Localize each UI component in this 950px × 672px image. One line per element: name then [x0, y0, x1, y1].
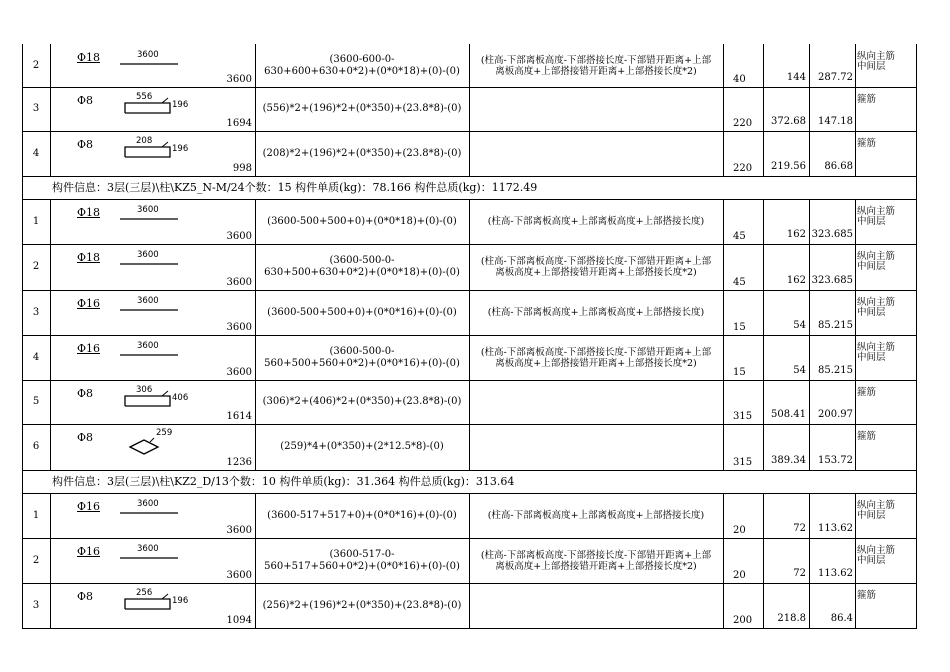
bar-count: 220	[733, 163, 753, 174]
grid-line	[916, 583, 917, 629]
bar-grade: Φ18	[77, 251, 101, 264]
row-number: 1	[32, 509, 40, 521]
bar-grade: Φ8	[77, 387, 94, 400]
total-weight: 86.68	[824, 161, 853, 172]
shape-dimension: 259	[156, 428, 173, 438]
calc-description: (柱高-下部离板高度+上部离板高度+上部搭接长度)	[487, 307, 705, 318]
calc-description: 离板高度+上部搭接错开距离+上部搭接长度*2)	[495, 357, 697, 369]
remark: 中间层	[857, 510, 886, 521]
grid-line	[855, 199, 856, 245]
calc-formula: (306)*2+(406)*2+(0*350)+(23.8*8)-(0)	[262, 396, 462, 407]
calc-formula: (3600-500+500+0)+(0*0*18)+(0)-(0)	[267, 215, 457, 227]
grid-line	[916, 44, 917, 88]
total-weight: 113.62	[818, 568, 853, 579]
calc-description: (柱高-下部离板高度-下部搭接长度-下部错开距离+上部	[480, 549, 712, 561]
total-length: 389.34	[771, 455, 806, 466]
row-number: 6	[32, 441, 40, 452]
shape-dimension: 556	[136, 92, 153, 102]
grid-line	[723, 335, 724, 381]
bar-grade: Φ16	[77, 342, 101, 355]
grid-line	[723, 583, 724, 629]
grid-line	[469, 380, 470, 425]
bar-count: 220	[733, 118, 753, 129]
grid-line	[855, 538, 856, 584]
grid-line	[855, 583, 856, 629]
bar-grade: Φ16	[77, 500, 101, 513]
grid-line	[916, 131, 917, 177]
calc-description: (柱高-下部离板高度+上部离板高度+上部搭接长度)	[487, 510, 705, 521]
calc-formula: (3600-517-0-	[329, 548, 395, 560]
remark: 纵向主筋	[857, 206, 896, 217]
grid-line	[916, 199, 917, 245]
remark: 纵向主筋	[857, 251, 896, 262]
bar-count: 20	[733, 525, 746, 536]
grid-line	[916, 335, 917, 381]
total-weight: 85.215	[818, 365, 853, 376]
shape-dimension: 256	[136, 588, 153, 598]
bar-count: 15	[733, 322, 746, 333]
remark: 纵向主筋	[857, 500, 896, 511]
total-length: 144	[786, 72, 806, 83]
bar-length: 1236	[226, 457, 252, 468]
grid-line	[916, 87, 917, 132]
component-info: 构件信息：3层(三层)\柱\KZ5_N-M/24个数：15 构件单质(kg)：78.166 构件总质(kg)：1172.49	[52, 180, 538, 194]
bar-grade: Φ18	[77, 51, 101, 64]
rebar-shape-sketch	[110, 428, 200, 458]
calc-formula: (3600-600-0-	[329, 53, 395, 65]
grid-line	[22, 470, 23, 494]
calc-formula: (3600-500-0-	[329, 345, 395, 357]
total-length: 219.56	[771, 161, 806, 172]
total-length: 218.8	[777, 613, 806, 624]
bar-grade: Φ8	[77, 138, 94, 151]
grid-line	[916, 424, 917, 471]
calc-description: 离板高度+上部搭接错开距离+上部搭接长度*2)	[495, 267, 697, 278]
grid-line	[916, 290, 917, 336]
calc-formula: (256)*2+(196)*2+(0*350)+(23.8*8)-(0)	[262, 599, 462, 611]
row-number: 2	[32, 59, 40, 71]
grid-line	[916, 538, 917, 584]
calc-description: 离板高度+上部搭接错开距离+上部搭接长度*2)	[495, 560, 697, 572]
calc-description: (柱高-下部离板高度-下部搭接长度-下部错开距离+上部	[480, 54, 712, 66]
remark: 箍筋	[857, 138, 877, 149]
bar-length: 3600	[226, 525, 252, 536]
remark: 中间层	[857, 307, 886, 318]
shape-dimension: 3600	[137, 50, 159, 60]
grid-line	[723, 44, 724, 88]
shape-dimension: 3600	[137, 544, 159, 554]
total-weight: 287.72	[818, 72, 853, 83]
grid-line	[469, 87, 470, 132]
shape-dimension: 208	[136, 136, 153, 146]
shape-dimension: 3600	[137, 341, 159, 351]
grid-line	[855, 290, 856, 336]
shape-dimension: 196	[172, 144, 189, 154]
grid-line	[855, 87, 856, 132]
total-weight: 323.685	[811, 275, 853, 286]
remark: 中间层	[857, 352, 886, 363]
grid-line	[723, 380, 724, 425]
bar-length: 1094	[226, 615, 252, 626]
bar-length: 3600	[226, 74, 252, 85]
shape-dimension: 3600	[137, 499, 159, 509]
shape-dimension: 3600	[137, 205, 159, 215]
total-weight: 200.97	[818, 409, 853, 420]
bar-grade: Φ16	[77, 545, 101, 558]
calc-description: (柱高-下部离板高度+上部离板高度+上部搭接长度)	[487, 216, 705, 227]
row-number: 2	[32, 554, 40, 566]
remark: 箍筋	[857, 387, 877, 398]
calc-description: 离板高度+上部搭接错开距离+上部搭接长度*2)	[495, 65, 697, 77]
calc-description: (柱高-下部离板高度-下部搭接长度-下部错开距离+上部	[480, 346, 712, 358]
bar-count: 45	[733, 277, 746, 288]
shape-dimension: 3600	[137, 296, 159, 306]
remark: 中间层	[857, 555, 886, 566]
grid-line	[723, 131, 724, 177]
calc-formula: (3600-500-0-	[329, 255, 395, 266]
grid-line	[723, 538, 724, 584]
remark: 纵向主筋	[857, 51, 896, 62]
bar-grade: Φ18	[77, 206, 101, 219]
total-length: 372.68	[771, 116, 806, 127]
grid-line	[723, 290, 724, 336]
total-weight: 85.215	[818, 320, 853, 331]
total-length: 162	[786, 275, 806, 286]
shape-dimension: 3600	[137, 250, 159, 260]
total-length: 162	[786, 229, 806, 240]
remark: 箍筋	[857, 431, 877, 442]
total-weight: 153.72	[818, 455, 853, 466]
row-number: 5	[32, 396, 40, 407]
total-weight: 147.18	[818, 116, 853, 127]
grid-line	[916, 244, 917, 291]
shape-dimension: 196	[172, 596, 189, 606]
row-number: 3	[32, 103, 40, 114]
row-number: 4	[32, 351, 40, 363]
calc-formula: 560+500+560+0*2)+(0*0*16)+(0)-(0)	[264, 357, 460, 369]
remark: 中间层	[857, 216, 886, 227]
row-number: 3	[32, 599, 40, 611]
grid-line	[855, 131, 856, 177]
grid-line	[855, 244, 856, 291]
rebar-shape-drawing	[110, 428, 200, 458]
total-weight: 323.685	[811, 229, 853, 240]
calc-formula: (3600-517+517+0)+(0*0*16)+(0)-(0)	[267, 509, 457, 521]
grid-line	[855, 493, 856, 539]
total-weight: 113.62	[818, 523, 853, 534]
grid-line	[469, 131, 470, 177]
grid-line	[916, 176, 917, 200]
grid-line	[723, 199, 724, 245]
calc-description: (柱高-下部离板高度-下部搭接长度-下部错开距离+上部	[480, 256, 712, 267]
total-length: 54	[793, 365, 806, 376]
grid-line	[469, 583, 470, 629]
calc-formula: (259)*4+(0*350)+(2*12.5*8)-(0)	[280, 441, 444, 452]
shape-dimension: 406	[172, 393, 189, 403]
component-info: 构件信息：3层(三层)\柱\KZ2_D/13个数：10 构件单质(kg)：31.364 构件总质(kg)：313.64	[52, 474, 515, 488]
row-number: 4	[32, 147, 40, 159]
bar-length: 3600	[226, 277, 252, 288]
grid-line	[22, 176, 23, 200]
calc-formula: 630+600+630+0*2)+(0*0*18)+(0)-(0)	[264, 65, 460, 77]
total-length: 54	[793, 320, 806, 331]
bar-count: 40	[733, 74, 746, 85]
bar-count: 20	[733, 570, 746, 581]
bar-count: 200	[733, 615, 753, 626]
bar-length: 1694	[226, 118, 252, 129]
row-number: 3	[32, 306, 40, 318]
remark: 纵向主筋	[857, 297, 896, 308]
grid-line	[723, 87, 724, 132]
remark: 箍筋	[857, 590, 877, 601]
calc-formula: 560+517+560+0*2)+(0*0*16)+(0)-(0)	[264, 560, 460, 572]
remark: 箍筋	[857, 94, 877, 105]
calc-formula: 630+500+630+0*2)+(0*0*18)+(0)-(0)	[264, 267, 460, 278]
grid-line	[916, 493, 917, 539]
row-number: 2	[32, 261, 40, 272]
row-number: 1	[32, 215, 40, 227]
grid-line	[855, 44, 856, 88]
bar-count: 315	[733, 457, 753, 468]
bar-length: 1614	[226, 411, 252, 422]
bar-count: 15	[733, 367, 746, 378]
grid-line	[723, 493, 724, 539]
grid-line	[723, 244, 724, 291]
bar-length: 998	[232, 163, 252, 174]
shape-dimension: 306	[136, 385, 153, 395]
bar-grade: Φ8	[77, 431, 94, 444]
bar-length: 3600	[226, 231, 252, 242]
grid-line	[855, 335, 856, 381]
remark: 中间层	[857, 61, 886, 72]
bar-length: 3600	[226, 322, 252, 333]
grid-line	[855, 424, 856, 471]
grid-line	[855, 380, 856, 425]
calc-formula: (556)*2+(196)*2+(0*350)+(23.8*8)-(0)	[262, 103, 462, 114]
total-weight: 86.4	[830, 613, 853, 624]
total-length: 508.41	[771, 409, 806, 420]
grid-line	[916, 380, 917, 425]
bar-length: 3600	[226, 570, 252, 581]
shape-dimension: 196	[172, 100, 189, 110]
bar-count: 315	[733, 411, 753, 422]
calc-formula: (208)*2+(196)*2+(0*350)+(23.8*8)-(0)	[262, 147, 462, 159]
grid-line	[469, 424, 470, 471]
calc-formula: (3600-500+500+0)+(0*0*16)+(0)-(0)	[267, 306, 457, 318]
bar-count: 45	[733, 231, 746, 242]
bar-grade: Φ8	[77, 590, 94, 603]
bar-grade: Φ8	[77, 94, 94, 107]
bar-length: 3600	[226, 367, 252, 378]
total-length: 72	[793, 523, 806, 534]
remark: 中间层	[857, 261, 886, 272]
grid-line	[916, 470, 917, 494]
remark: 纵向主筋	[857, 545, 896, 556]
total-length: 72	[793, 568, 806, 579]
remark: 纵向主筋	[857, 342, 896, 353]
grid-line	[723, 424, 724, 471]
bar-grade: Φ16	[77, 297, 101, 310]
